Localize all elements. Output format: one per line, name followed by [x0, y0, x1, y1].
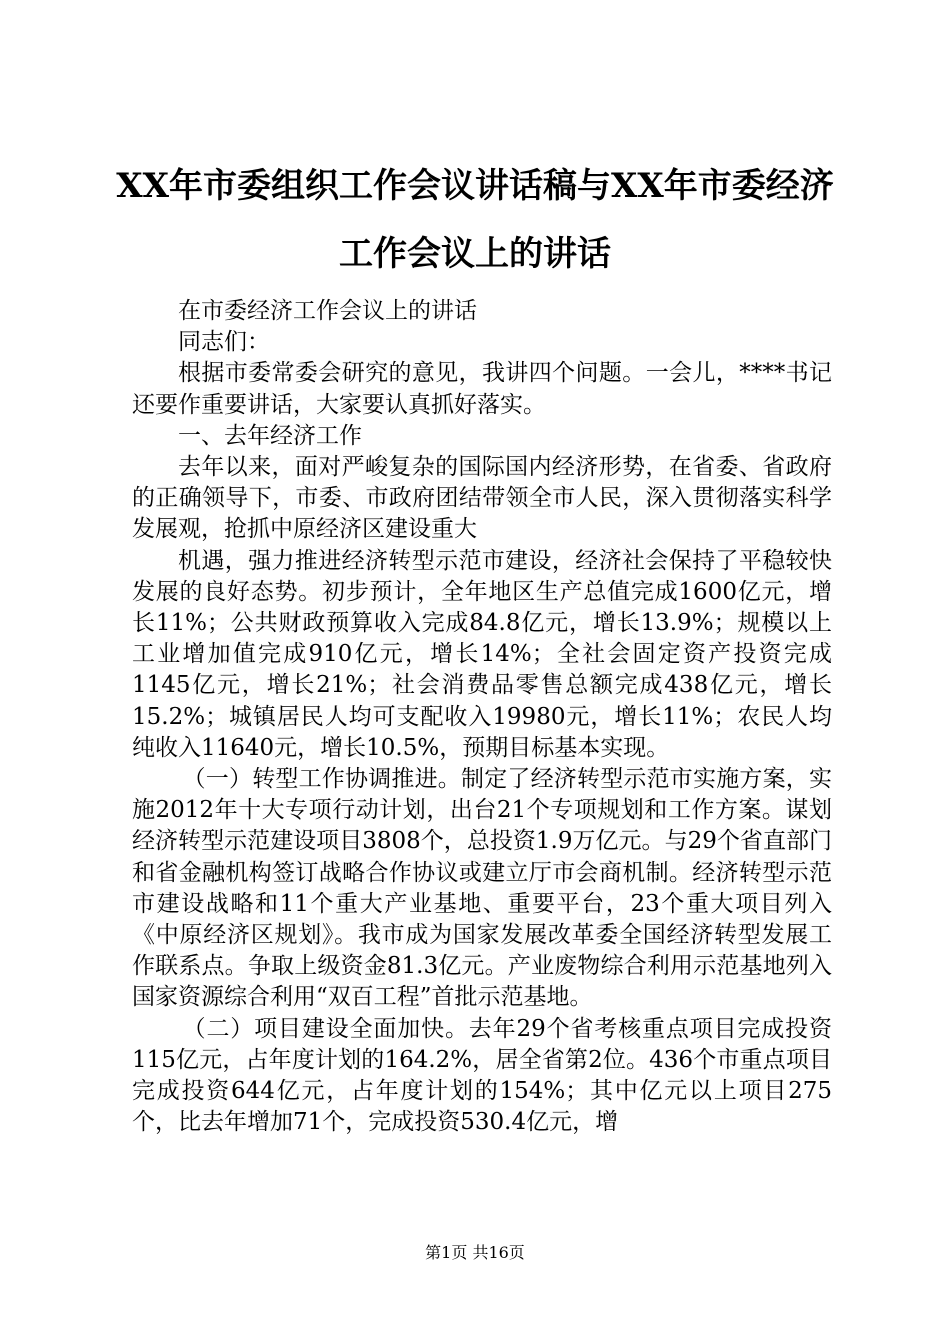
page-number-footer: 第1页 共16页 [425, 1243, 525, 1262]
section-heading-1: 一、去年经济工作 [178, 422, 362, 449]
paragraph-intro: 根据市委常委会研究的意见，我讲四个问题。一会儿，****书记还要作重要讲话，大家要认真抓好落实。 [132, 360, 832, 418]
paragraph-subtitle: 在市委经济工作会议上的讲话 [178, 298, 477, 324]
paragraph-salutation: 同志们： [178, 329, 270, 356]
paragraph-statistics: 机遇，强力推进经济转型示范市建设，经济社会保持了平稳较快发展的良好态势。初步预计，全年地区生产总值完成1600亿元，增长11%；公共财政预算收入完成84.8亿元，增长13.9%；规模以上工业增加值完成910亿元，增长14%；全社会固定资产投资完成1145亿元，增长21%；社会消费品零售总额完成438亿元，增长15.2%；城镇居民人均可支配收入19980元，增长11%；农民人均纯收入11640元，增长10.5%，预期目标基本实现。 [132, 547, 832, 761]
document-title: XX年市委组织工作会议讲话稿与XX年市委经济工作会议上的讲话 [116, 166, 834, 274]
paragraph-projects: （二）项目建设全面加快。去年29个省考核重点项目完成投资115亿元，占年度计划的164.2%，居全省第2位。436个市重点项目完成投资644亿元，占年度计划的154%；其中亿元以上项目275个，比去年增加71个，完成投资530.4亿元，增 [132, 1015, 832, 1136]
document-body [132, 296, 832, 1138]
paragraph-overview: 去年以来，面对严峻复杂的国际国内经济形势，在省委、省政府的正确领导下，市委、市政府团结带领全市人民，深入贯彻落实科学发展观，抢抓中原经济区建设重大 [132, 454, 832, 543]
paragraph-transformation: （一）转型工作协调推进。制定了经济转型示范市实施方案，实施2012年十大专项行动计划，出台21个专项规划和工作方案。谋划经济转型示范建设项目3808个，总投资1.9万亿元。与29个省直部门和省金融机构签订战略合作协议或建立厅市会商机制。经济转型示范市建设战略和11个重大产业基地、重要平台，23个重大项目列入《中原经济区规划》。我市成为国家发展改革委全国经济转型发展工作联系点。争取上级资金81.3亿元。产业废物综合利用示范基地列入国家资源综合利用“双百工程”首批示范基地。 [132, 766, 832, 1011]
